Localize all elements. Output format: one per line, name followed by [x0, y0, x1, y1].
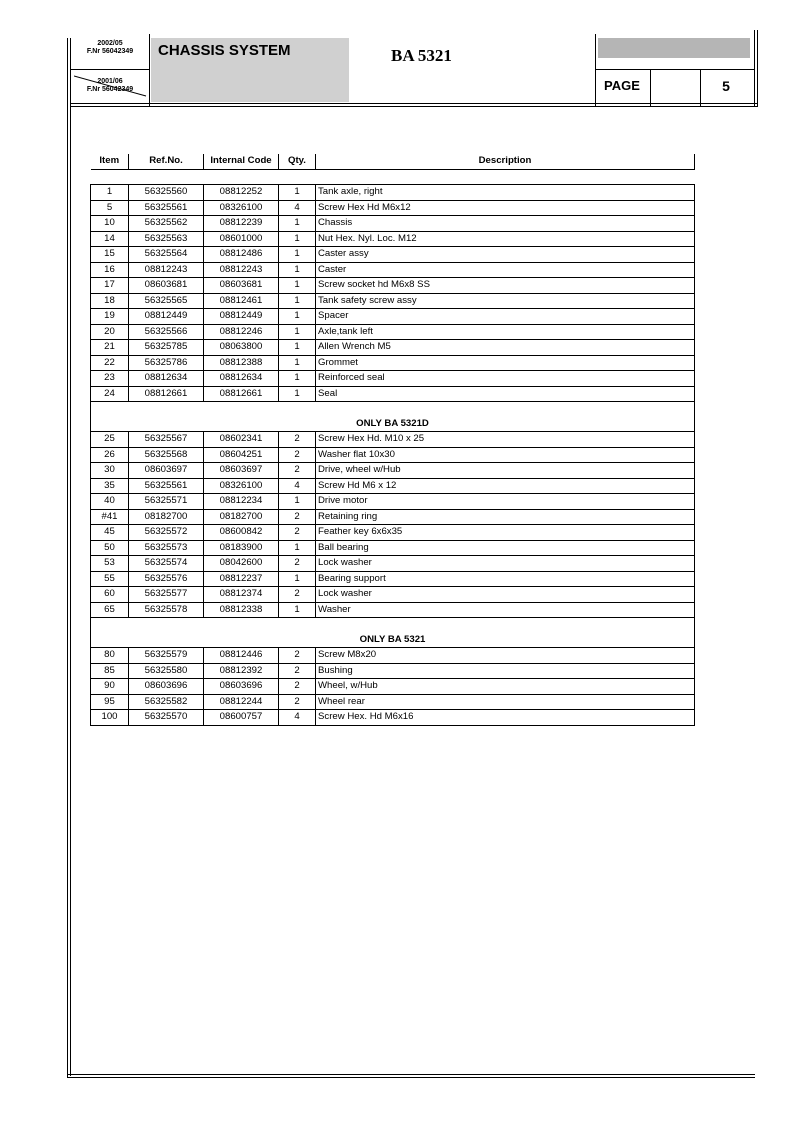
col-header-qty: Qty. — [279, 154, 316, 169]
description-cell: Spacer — [316, 309, 695, 325]
description-cell: Screw Hex Hd M6x12 — [316, 200, 695, 216]
internal-code-cell: 08812244 — [204, 694, 279, 710]
qty-cell: 2 — [279, 447, 316, 463]
description-cell: Bushing — [316, 663, 695, 679]
revision-strike-line — [74, 74, 148, 98]
description-cell: Tank axle, right — [316, 185, 695, 201]
qty-cell: 1 — [279, 540, 316, 556]
ref-no-cell: 56325571 — [129, 494, 204, 510]
description-cell: Chassis — [316, 216, 695, 232]
section-ba-5321d — [91, 417, 695, 432]
internal-code-cell: 08812661 — [204, 386, 279, 402]
ref-no-cell: 56325574 — [129, 556, 204, 572]
frame-bottom-line-1 — [67, 1074, 755, 1075]
item-cell: 30 — [91, 463, 129, 479]
qty-cell: 1 — [279, 340, 316, 356]
ref-no-cell: 56325563 — [129, 231, 204, 247]
internal-code-cell: 08600757 — [204, 710, 279, 726]
page-label: PAGE — [604, 78, 640, 93]
parts-group-ba-5321 — [91, 648, 695, 726]
qty-cell: 1 — [279, 494, 316, 510]
internal-code-cell: 08812486 — [204, 247, 279, 263]
internal-code-cell: 08063800 — [204, 340, 279, 356]
description-cell: Wheel, w/Hub — [316, 679, 695, 695]
section-gap — [91, 618, 695, 633]
qty-cell: 1 — [279, 602, 316, 618]
qty-cell: 2 — [279, 663, 316, 679]
table-row — [91, 587, 695, 603]
table-row — [91, 371, 695, 387]
ref-no-cell: 56325568 — [129, 447, 204, 463]
description-cell: Screw Hd M6 x 12 — [316, 478, 695, 494]
col-header-item: Item — [91, 154, 129, 169]
ref-no-cell: 56325786 — [129, 355, 204, 371]
frame-right-inner — [754, 30, 755, 106]
description-cell: Lock washer — [316, 587, 695, 603]
ref-no-cell: 08812661 — [129, 386, 204, 402]
internal-code-cell: 08600842 — [204, 525, 279, 541]
item-cell: 35 — [91, 478, 129, 494]
internal-code-cell: 08326100 — [204, 478, 279, 494]
ref-no-cell: 56325566 — [129, 324, 204, 340]
internal-code-cell: 08603697 — [204, 463, 279, 479]
ref-no-cell: 08182700 — [129, 509, 204, 525]
description-cell: Screw socket hd M6x8 SS — [316, 278, 695, 294]
table-row — [91, 648, 695, 664]
parts-group-ba-5321d — [91, 432, 695, 618]
table-row — [91, 679, 695, 695]
internal-code-cell: 08326100 — [204, 200, 279, 216]
internal-code-cell: 08812634 — [204, 371, 279, 387]
table-row — [91, 556, 695, 572]
description-cell: Washer — [316, 602, 695, 618]
internal-code-cell: 08812446 — [204, 648, 279, 664]
table-row — [91, 185, 695, 201]
table-row — [91, 216, 695, 232]
item-cell: 65 — [91, 602, 129, 618]
revision-2-date: 2001/06 — [97, 78, 123, 85]
table-row — [91, 355, 695, 371]
description-cell: Wheel rear — [316, 694, 695, 710]
description-cell: Screw Hex Hd. M10 x 25 — [316, 432, 695, 448]
revision-2-fnr: F.Nr 56042349 — [86, 86, 134, 93]
revision-1-fnr: F.Nr 56042349 — [86, 48, 134, 55]
ref-no-cell: 56325567 — [129, 432, 204, 448]
table-row — [91, 262, 695, 278]
header-bottom-line-2 — [70, 106, 758, 107]
description-cell: Allen Wrench M5 — [316, 340, 695, 356]
description-cell: Tank safety screw assy — [316, 293, 695, 309]
table-header — [91, 154, 695, 169]
qty-cell: 2 — [279, 525, 316, 541]
ref-no-cell: 08812634 — [129, 371, 204, 387]
table-row — [91, 602, 695, 618]
internal-code-cell: 08183900 — [204, 540, 279, 556]
table-row — [91, 386, 695, 402]
description-cell: Nut Hex. Nyl. Loc. M12 — [316, 231, 695, 247]
table-row — [91, 663, 695, 679]
item-cell: 22 — [91, 355, 129, 371]
ref-no-cell: 56325560 — [129, 185, 204, 201]
table-row — [91, 200, 695, 216]
table-row — [91, 309, 695, 325]
page-title: CHASSIS SYSTEM — [158, 42, 291, 59]
table-row — [91, 710, 695, 726]
frame-right-outer — [757, 30, 758, 106]
qty-cell: 1 — [279, 231, 316, 247]
internal-code-cell: 08812246 — [204, 324, 279, 340]
item-cell: 21 — [91, 340, 129, 356]
internal-code-cell: 08812234 — [204, 494, 279, 510]
ref-no-cell: 08603681 — [129, 278, 204, 294]
page-divider-1 — [650, 69, 651, 106]
item-cell: 95 — [91, 694, 129, 710]
table-spacer — [91, 169, 695, 185]
table-row — [91, 694, 695, 710]
internal-code-cell: 08812461 — [204, 293, 279, 309]
qty-cell: 1 — [279, 324, 316, 340]
revision-1-date: 2002/05 — [97, 40, 123, 47]
qty-cell: 1 — [279, 247, 316, 263]
header-bottom-line-1 — [70, 103, 758, 104]
table-row — [91, 324, 695, 340]
table-row — [91, 340, 695, 356]
description-cell: Bearing support — [316, 571, 695, 587]
item-cell: 16 — [91, 262, 129, 278]
ref-no-cell: 56325565 — [129, 293, 204, 309]
qty-cell: 2 — [279, 587, 316, 603]
item-cell: 60 — [91, 587, 129, 603]
qty-cell: 2 — [279, 679, 316, 695]
description-cell: Screw M8x20 — [316, 648, 695, 664]
description-cell: Reinforced seal — [316, 371, 695, 387]
table-row — [91, 509, 695, 525]
item-cell: 15 — [91, 247, 129, 263]
ref-no-cell: 08603697 — [129, 463, 204, 479]
header-mid-line-left — [70, 69, 149, 70]
qty-cell: 1 — [279, 355, 316, 371]
internal-code-cell: 08812388 — [204, 355, 279, 371]
parts-table — [90, 154, 695, 726]
item-cell: 1 — [91, 185, 129, 201]
frame-bottom-line-2 — [67, 1077, 755, 1078]
item-cell: 14 — [91, 231, 129, 247]
item-cell: 5 — [91, 200, 129, 216]
qty-cell: 2 — [279, 556, 316, 572]
item-cell: 18 — [91, 293, 129, 309]
ref-no-cell: 56325580 — [129, 663, 204, 679]
item-cell: 25 — [91, 432, 129, 448]
table-row — [91, 447, 695, 463]
internal-code-cell: 08603681 — [204, 278, 279, 294]
col-header-internal-code: Internal Code — [204, 154, 279, 169]
qty-cell: 4 — [279, 200, 316, 216]
item-cell: 23 — [91, 371, 129, 387]
description-cell: Grommet — [316, 355, 695, 371]
ref-no-cell: 56325573 — [129, 540, 204, 556]
qty-cell: 2 — [279, 432, 316, 448]
header-divider-2 — [595, 34, 596, 106]
table-row — [91, 571, 695, 587]
description-cell: Screw Hex. Hd M6x16 — [316, 710, 695, 726]
item-cell: 55 — [91, 571, 129, 587]
ref-no-cell: 56325561 — [129, 200, 204, 216]
internal-code-cell: 08603696 — [204, 679, 279, 695]
internal-code-cell: 08604251 — [204, 447, 279, 463]
model-number: BA 5321 — [391, 46, 452, 65]
ref-no-cell: 08812449 — [129, 309, 204, 325]
page-number: 5 — [722, 78, 730, 94]
internal-code-cell: 08812374 — [204, 587, 279, 603]
table-row — [91, 293, 695, 309]
qty-cell: 1 — [279, 293, 316, 309]
table-row — [91, 525, 695, 541]
internal-code-cell: 08182700 — [204, 509, 279, 525]
qty-cell: 1 — [279, 371, 316, 387]
item-cell: 40 — [91, 494, 129, 510]
qty-cell: 1 — [279, 571, 316, 587]
qty-cell: 2 — [279, 463, 316, 479]
qty-cell: 1 — [279, 216, 316, 232]
header-mid-line-right — [595, 69, 755, 70]
ref-no-cell: 56325579 — [129, 648, 204, 664]
item-cell: 24 — [91, 386, 129, 402]
qty-cell: 1 — [279, 278, 316, 294]
ref-no-cell: 56325576 — [129, 571, 204, 587]
item-cell: 85 — [91, 663, 129, 679]
revision-1 — [72, 40, 148, 56]
item-cell: 19 — [91, 309, 129, 325]
item-cell: 10 — [91, 216, 129, 232]
internal-code-cell: 08812338 — [204, 602, 279, 618]
ref-no-cell: 56325577 — [129, 587, 204, 603]
qty-cell: 2 — [279, 648, 316, 664]
section-title: ONLY BA 5321 — [91, 633, 695, 648]
qty-cell: 1 — [279, 309, 316, 325]
internal-code-cell: 08812239 — [204, 216, 279, 232]
item-cell: 90 — [91, 679, 129, 695]
qty-cell: 2 — [279, 509, 316, 525]
section-gap — [91, 402, 695, 417]
table-row — [91, 494, 695, 510]
parts-group-general — [91, 185, 695, 402]
header-gray-bar — [598, 38, 750, 58]
internal-code-cell: 08812449 — [204, 309, 279, 325]
item-cell: 45 — [91, 525, 129, 541]
col-header-description: Description — [316, 154, 695, 169]
internal-code-cell: 08812237 — [204, 571, 279, 587]
description-cell: Caster — [316, 262, 695, 278]
item-cell: 80 — [91, 648, 129, 664]
description-cell: Lock washer — [316, 556, 695, 572]
description-cell: Caster assy — [316, 247, 695, 263]
ref-no-cell: 56325561 — [129, 478, 204, 494]
section-ba-5321 — [91, 633, 695, 648]
col-header-ref-no: Ref.No. — [129, 154, 204, 169]
internal-code-cell: 08042600 — [204, 556, 279, 572]
ref-no-cell: 08603696 — [129, 679, 204, 695]
ref-no-cell: 56325785 — [129, 340, 204, 356]
table-row — [91, 247, 695, 263]
description-cell: Retaining ring — [316, 509, 695, 525]
header-divider-1 — [149, 34, 150, 106]
internal-code-cell: 08601000 — [204, 231, 279, 247]
internal-code-cell: 08812243 — [204, 262, 279, 278]
description-cell: Drive motor — [316, 494, 695, 510]
table-row — [91, 432, 695, 448]
frame-left-inner — [70, 38, 71, 1076]
table-row — [91, 478, 695, 494]
section-title: ONLY BA 5321D — [91, 417, 695, 432]
table-row — [91, 278, 695, 294]
qty-cell: 1 — [279, 386, 316, 402]
internal-code-cell: 08812252 — [204, 185, 279, 201]
table-row — [91, 231, 695, 247]
qty-cell: 2 — [279, 694, 316, 710]
internal-code-cell: 08602341 — [204, 432, 279, 448]
description-cell: Washer flat 10x30 — [316, 447, 695, 463]
item-cell: 20 — [91, 324, 129, 340]
qty-cell: 1 — [279, 262, 316, 278]
qty-cell: 4 — [279, 478, 316, 494]
description-cell: Seal — [316, 386, 695, 402]
description-cell: Ball bearing — [316, 540, 695, 556]
item-cell: 100 — [91, 710, 129, 726]
internal-code-cell: 08812392 — [204, 663, 279, 679]
item-cell: 50 — [91, 540, 129, 556]
item-cell: 17 — [91, 278, 129, 294]
description-cell: Feather key 6x6x35 — [316, 525, 695, 541]
frame-left-outer — [67, 38, 68, 1078]
ref-no-cell: 56325582 — [129, 694, 204, 710]
ref-no-cell: 56325578 — [129, 602, 204, 618]
description-cell: Axle,tank left — [316, 324, 695, 340]
ref-no-cell: 08812243 — [129, 262, 204, 278]
table-row — [91, 463, 695, 479]
item-cell: 53 — [91, 556, 129, 572]
qty-cell: 4 — [279, 710, 316, 726]
item-cell: #41 — [91, 509, 129, 525]
ref-no-cell: 56325572 — [129, 525, 204, 541]
ref-no-cell: 56325564 — [129, 247, 204, 263]
table-row — [91, 540, 695, 556]
ref-no-cell: 56325562 — [129, 216, 204, 232]
qty-cell: 1 — [279, 185, 316, 201]
item-cell: 26 — [91, 447, 129, 463]
ref-no-cell: 56325570 — [129, 710, 204, 726]
description-cell: Drive, wheel w/Hub — [316, 463, 695, 479]
